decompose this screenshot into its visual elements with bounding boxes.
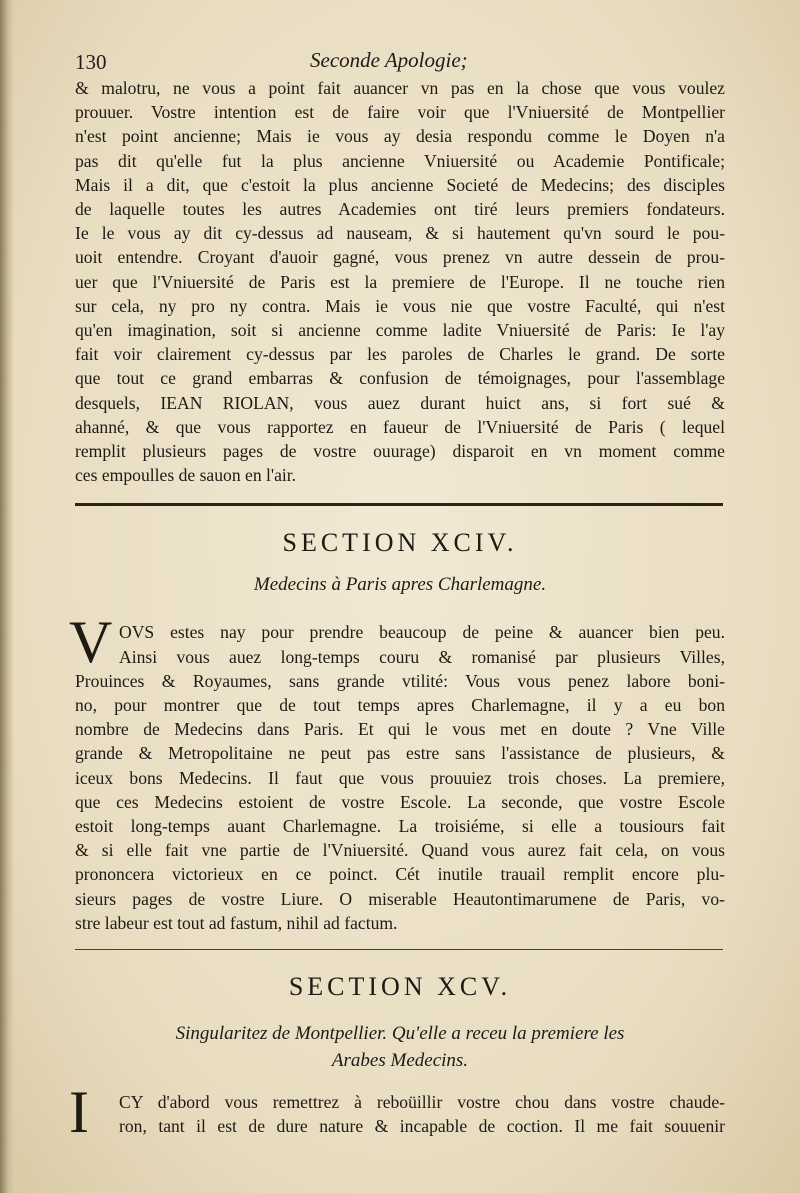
text-line: uoit entendre. Croyant d'auoir gagné, vous prenez vn autre dessein de prou- — [75, 247, 725, 268]
text-line: remplit plusieurs pages de vostre ouurage) disparoit en vn moment comme — [75, 441, 725, 462]
drop-cap: I — [69, 1079, 89, 1146]
section-divider-rule — [75, 503, 723, 506]
text-line: stre labeur est tout ad fastum, nihil ad factum. — [75, 912, 398, 933]
text-line: Ie le vous ay dit cy-dessus ad nauseam, & si hautement qu'vn sourd le pou- — [75, 223, 725, 244]
text-line: Ainsi vous auez long-temps couru & romanisé par plusieurs Villes, — [119, 646, 725, 667]
text-line: ron, tant il est de dure nature & incapable de coction. Il me fait souuenir — [119, 1116, 725, 1137]
section-subtitle-line: Singularitez de Montpellier. Qu'elle a receu la premiere les — [175, 1023, 625, 1045]
text-line: desquels, IEAN RIOLAN, vous auez durant huict ans, si fort sué & — [75, 392, 725, 413]
text-line: prouuer. Vostre intention est de faire voir que l'Vniuersité de Montpellier — [75, 102, 725, 123]
page-gutter-shadow — [0, 0, 14, 1193]
opening-paragraph — [75, 76, 725, 487]
text-line: prononcera victorieux en ce poinct. Cét inutile trauail remplit encore plu- — [75, 864, 725, 885]
text-line: Prouinces & Royaumes, sans grande vtilité: Vous vous penez labore boni- — [75, 670, 725, 691]
text-line: n'est point ancienne; Mais ie vous ay desia respondu comme le Doyen n'a — [75, 126, 725, 147]
section-heading: SECTION XCV. — [288, 972, 512, 1002]
text-line: nombre de Medecins dans Paris. Et qui le vous met en doute ? Vne Ville — [75, 719, 725, 740]
page-header — [75, 44, 725, 76]
text-line: & si elle fait vne partie de l'Vniuersité. Quand vous aurez fait cela, on vous — [75, 840, 725, 861]
page-content — [69, 44, 725, 1146]
text-line: ahanné, & que vous rapportez en faueur de l'Vniuersité de Paris ( lequel — [75, 416, 725, 437]
text-line: que tout ce grand embarras & confusion de témoignages, pour l'assemblage — [75, 368, 725, 389]
text-line: Mais il a dit, que c'estoit la plus ancienne Societé de Medecins; des disciples — [75, 174, 725, 195]
section-subtitle: Medecins à Paris apres Charlemagne. — [253, 574, 547, 596]
running-title: Seconde Apologie; — [310, 48, 468, 72]
section-divider-rule — [75, 949, 723, 950]
text-line: iceux bons Medecins. Il faut que vous prouuiez trois choses. La premiere, — [75, 767, 725, 788]
text-line: ces empoulles de sauon en l'air. — [75, 465, 297, 486]
page-number: 130 — [75, 50, 107, 74]
section-subtitle — [75, 1020, 725, 1074]
text-line: grande & Metropolitaine ne peut pas estre sans l'assistance de plusieurs, & — [75, 743, 725, 764]
text-line: uer que l'Vniuersité de Paris est la premiere de l'Europe. Il ne touche rien — [75, 271, 725, 292]
text-line: no, pour montrer que de tout temps apres Charlemagne, il y a eu bon — [75, 695, 725, 716]
text-line: OVS estes nay pour prendre beaucoup de peine & auancer bien peu. — [119, 622, 725, 643]
section-subtitle-line: Arabes Medecins. — [331, 1050, 469, 1072]
section-paragraph — [69, 609, 725, 935]
text-line: estoit long-temps auant Charlemagne. La troisiéme, si elle a tousiours fait — [75, 816, 725, 837]
text-line: qu'en imagination, soit si ancienne comme ladite Vniuersité de Paris: Ie l'ay — [75, 320, 725, 341]
text-line: & malotru, ne vous a point fait auancer vn pas en la chose que vous voulez — [75, 78, 725, 98]
text-line: CY d'abord vous remettrez à reboüillir vostre chou dans vostre chaude- — [119, 1092, 725, 1113]
section-heading: SECTION XCIV. — [282, 528, 518, 558]
text-line: pas dit qu'elle fut la plus ancienne Vniuersité ou Academie Pontificale; — [75, 150, 725, 171]
text-line: que ces Medecins estoient de vostre Escole. La seconde, que vostre Escole — [75, 791, 725, 812]
text-line: de laquelle toutes les autres Academies ont tiré leurs premiers fondateurs. — [75, 199, 725, 220]
section-paragraph — [69, 1079, 725, 1146]
text-line: sur cela, ny pro ny contra. Mais ie vous nie que vostre Faculté, qui n'est — [75, 295, 725, 316]
drop-cap: V — [69, 609, 113, 676]
text-line: sieurs pages de vostre Liure. O miserable Heautontimarumene de Paris, vo- — [75, 888, 725, 909]
text-line: fait voir clairement cy-dessus par les paroles de Charles le grand. De sorte — [75, 344, 725, 365]
